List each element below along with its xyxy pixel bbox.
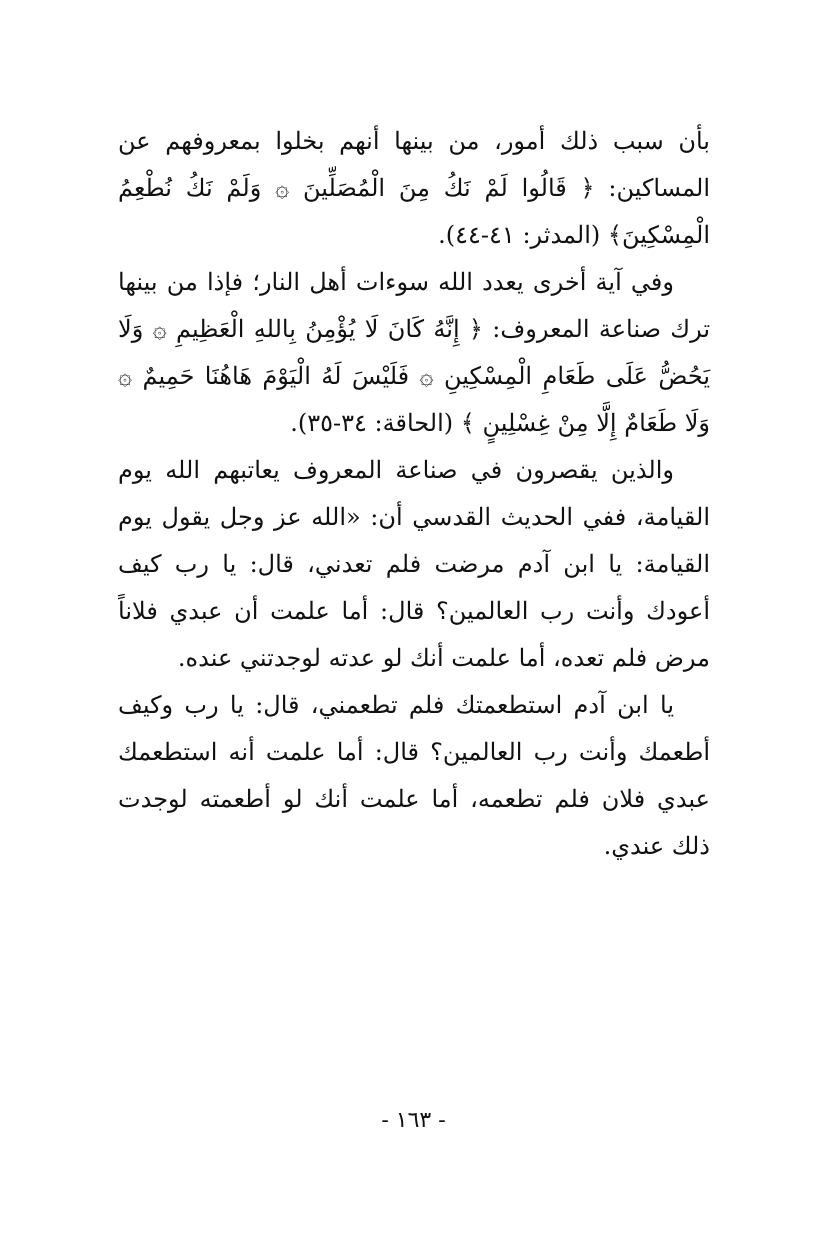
body-text	[118, 118, 710, 870]
paragraph-4: يا ابن آدم استطعمتك فلم تطعمني، قال: يا رب وكيف أطعمك وأنت رب العالمين؟ قال: أما علمت أنه استطعمك عبدي فلان فلم تطعمه، أما علمت أنك لو أطعمته لوجدت ذلك عندي.	[118, 691, 710, 860]
paragraph-3: والذين يقصرون في صناعة المعروف يعاتبهم الله يوم القيامة، ففي الحديث القدسي أن: «الله عز وجل يقول يوم القيامة: يا ابن آدم مرضت فلم تعدني، قال: يا رب كيف أعودك وأنت رب العالمين؟ قال: أما علمت أن عبدي فلاناً مرض فلم تعده، أما علمت أنك لو عدته لوجدتني عنده.	[118, 456, 711, 672]
paragraph-1: بأن سبب ذلك أمور، من بينها أنهم بخلوا بمعروفهم عن المساكين: ﴿ قَالُوا لَمْ نَكُ مِنَ الْمُصَلِّينَ ۞ وَلَمْ نَكُ نُطْعِمُ الْمِسْكِينَ﴾ (المدثر: ٤١-٤٤).	[118, 127, 710, 249]
page-number: - ١٦٣ -	[381, 1108, 446, 1133]
paragraph-2: وفي آية أخرى يعدد الله سوءات أهل النار؛ فإذا من بينها ترك صناعة المعروف: ﴿ إِنَّهُ كَانَ لَا يُؤْمِنُ بِاللهِ الْعَظِيمِ ۞ وَلَا يَحُضُّ عَلَى طَعَامِ الْمِسْكِينِ ۞ فَلَيْسَ لَهُ الْيَوْمَ هَاهُنَا حَمِيمٌ ۞ وَلَا طَعَامٌ إِلَّا مِنْ غِسْلِينٍ ﴾ (الحاقة: ٣٤-٣٥).	[118, 268, 710, 437]
